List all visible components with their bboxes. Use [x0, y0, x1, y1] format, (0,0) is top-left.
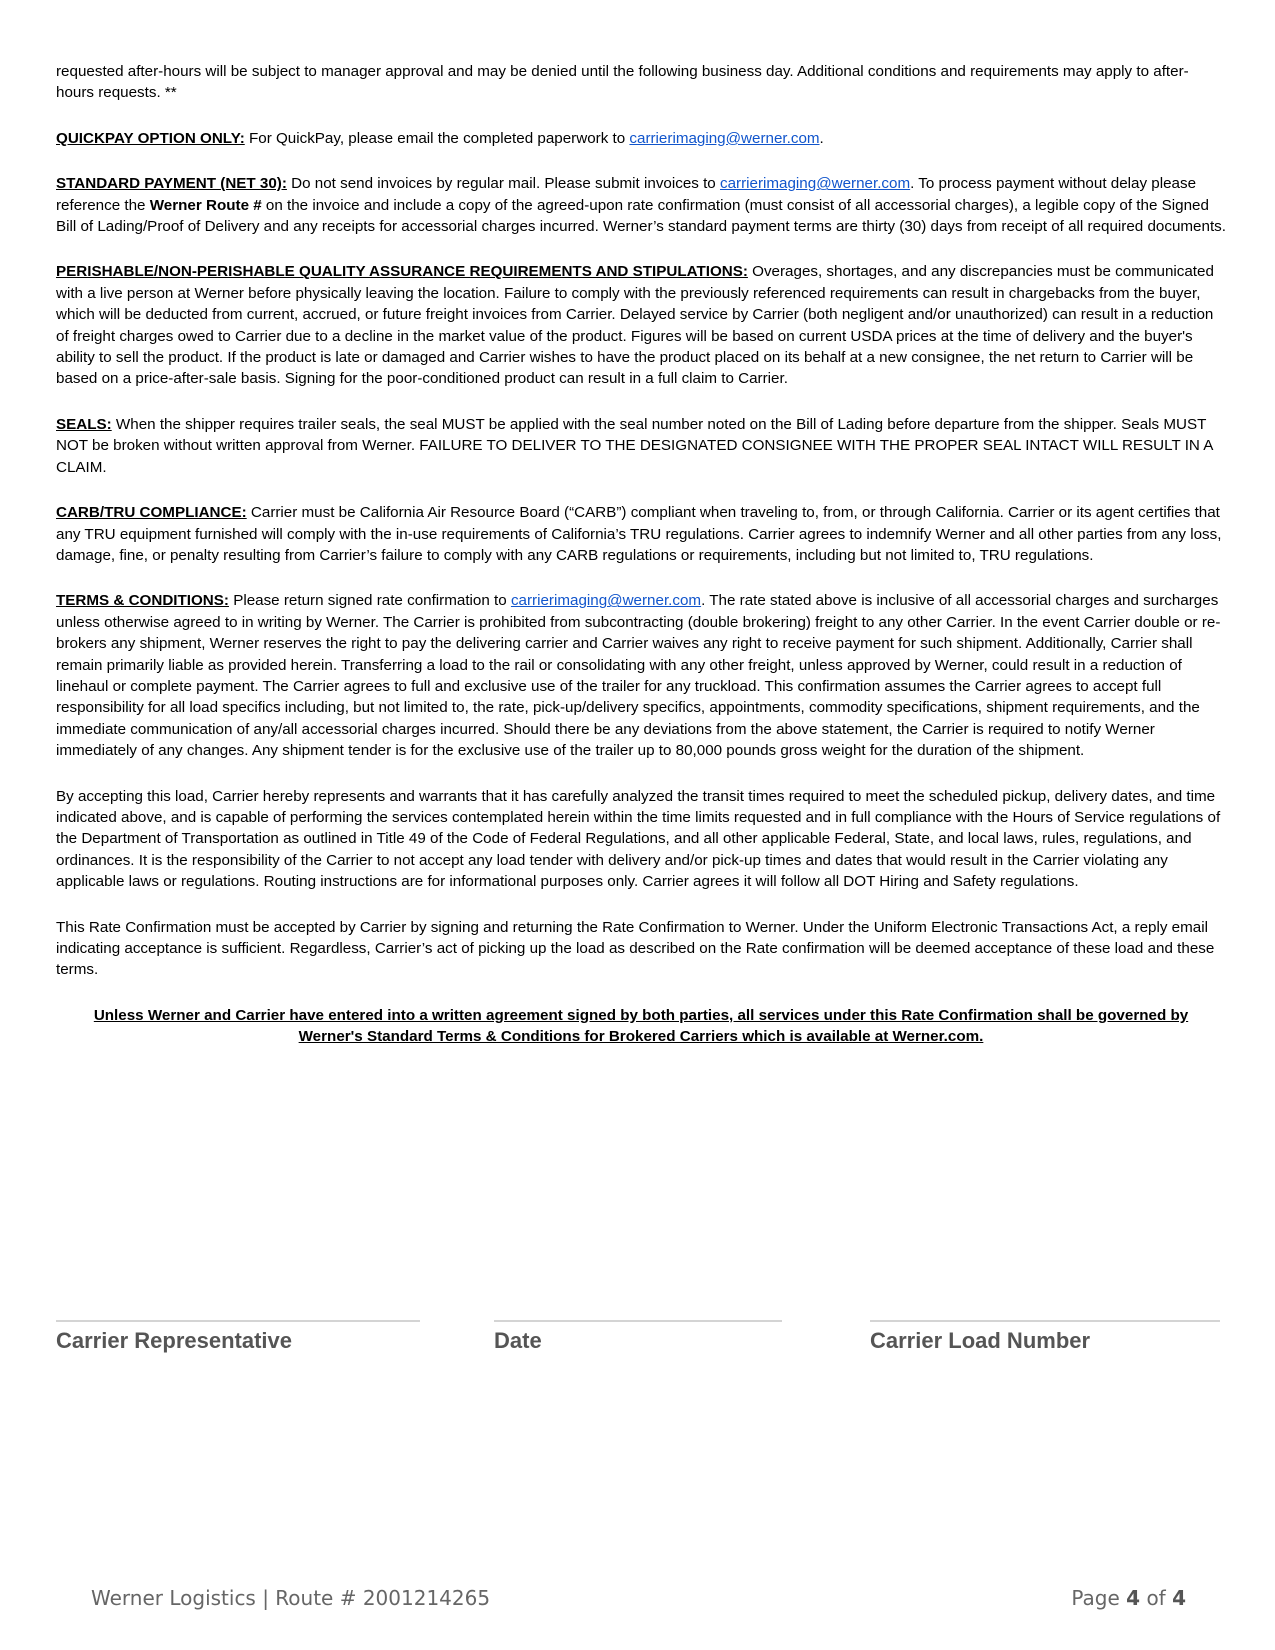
carrier-rep-label: Carrier Representative — [56, 1328, 293, 1353]
seals-heading: SEALS: — [56, 415, 112, 433]
page-total: 4 — [1172, 1586, 1186, 1610]
terms-text-2: . The rate stated above is inclusive of all accessorial charges and surcharges unless otherwise agreed to in writing by Werner. The Carrier is prohibited from subcontracting (double brokering) freight to any other Carrier. In the event Carrier double or re-brokers any shipment, Werner reserves the right to pay the delivering carrier and Carrier waives any right to receive payment for such shipment. Additionally, Carrier shall remain primarily liable as provided herein. Transferring a load to the rail or consolidating with any other freight, unless approved by Werner, could result in a reduction of linehaul or complete payment. The Carrier agrees to full and exclusive use of the trailer for any truckload. This confirmation assumes the Carrier agrees to accept full responsibility for all load specifics including, but not limited to, the rate, pick-up/delivery specifics, appointments, commodity specifications, shipment requirements, and the immediate communication of any/all accessorial charges incurred. Should there be any deviations from the above statement, the Carrier is required to notify Werner immediately of any changes. Any shipment tender is for the exclusive use of the trailer up to 80,000 pounds gross weight for the duration of the shipment. — [56, 592, 1221, 760]
quickpay-heading: QUICKPAY OPTION ONLY: — [56, 129, 245, 147]
terms-heading: TERMS & CONDITIONS: — [56, 592, 229, 610]
perishable-heading: PERISHABLE/NON-PERISHABLE QUALITY ASSURANCE REQUIREMENTS AND STIPULATIONS: — [56, 263, 748, 281]
signature-line — [870, 1320, 1220, 1322]
perishable-text: Overages, shortages, and any discrepancies must be communicated with a live person at Werner before physically leaving the location. Failure to comply with the previously referenced requirements can result in chargebacks from the buyer, which will be deducted from current, accrued, or future freight invoices from Carrier. Delayed service by Carrier (both negligent and/or unauthorized) can result in a reduction of freight charges owed to Carrier due to a decline in the market value of the product. Figures will be based on current USDA prices at the time of delivery and the buyer's ability to sell the product. If the product is late or damaged and Carrier wishes to have the product placed on its behalf at a new consignee, the net return to Carrier will be based on a price-after-sale basis. Signing for the poor-conditioned product can result in a full claim to Carrier. — [56, 263, 1214, 388]
footer-page-number — [1071, 1586, 1186, 1610]
terms-text-1: Please return signed rate confirmation to — [228, 592, 511, 610]
signature-line — [56, 1320, 420, 1322]
of-word: of — [1146, 1586, 1166, 1610]
seals-text: When the shipper requires trailer seals, the seal MUST be applied with the seal number noted on the Bill of Lading before departure from the shipper. Seals MUST NOT be broken without written approval from Werner. FAILURE TO DELIVER TO THE DESIGNATED CONSIGNEE WITH THE PROPER SEAL INTACT WILL RESULT IN A CLAIM. — [56, 415, 1213, 476]
carb-heading: CARB/TRU COMPLIANCE: — [56, 504, 247, 522]
governing-terms-notice: Unless Werner and Carrier have entered into a written agreement signed by both parties, all services under this Rate Confirmation shall be governed by Werner's Standard Terms & Conditions for Brokered Carriers which is available at Werner.com. — [93, 1006, 1189, 1046]
standard-payment-text-3: on the invoice and include a copy of the agreed-upon rate confirmation (must consist of all accessorial charges), a legible copy of the Signed Bill of Lading/Proof of Delivery and any receipts for accessorial charges incurred. Werner’s standard payment terms are thirty (30) days from receipt of all required documents. — [56, 196, 1226, 236]
carb-paragraph — [56, 502, 1226, 566]
after-hours-paragraph — [56, 61, 1226, 104]
signature-line — [494, 1320, 782, 1322]
page-word: Page — [1071, 1586, 1120, 1610]
rate-confirmation-text: This Rate Confirmation must be accepted by Carrier by signing and returning the Rate Confirmation to Werner. Under the Uniform Electronic Transactions Act, a reply email indicating acceptance is sufficient. Regardless, Carrier’s act of picking up the load as described on the Rate confirmation will be deemed acceptance of these load and these terms. — [56, 918, 1215, 979]
accepting-paragraph — [56, 786, 1226, 893]
page-current: 4 — [1126, 1586, 1141, 1610]
terms-email-link[interactable]: carrierimaging@werner.com — [510, 592, 702, 610]
after-hours-text: requested after-hours will be subject to manager approval and may be denied until the following business day. Additional conditions and requirements may apply to after-hours requests. ** — [56, 63, 1189, 102]
quickpay-end: . — [819, 129, 824, 147]
standard-payment-heading: STANDARD PAYMENT (NET 30): — [56, 175, 287, 193]
quickpay-email-link[interactable]: carrierimaging@werner.com — [629, 129, 820, 147]
terms-paragraph — [56, 590, 1226, 761]
footer-route: Werner Logistics | Route # 2001214265 — [91, 1586, 491, 1610]
signature-carrier-rep[interactable] — [56, 1320, 420, 1354]
carb-text: Carrier must be California Air Resource Board (“CARB”) compliant when traveling to, from, or through California. Carrier or its agent certifies that any TRU equipment furnished will comply with the in-use requirements of California’s TRU regulations. Carrier agrees to indemnify Werner and all other parties from any loss, damage, fine, or penalty resulting from Carrier’s failure to comply with any CARB regulations or requirements, including but not limited to, TRU regulations. — [56, 504, 1222, 564]
seals-paragraph — [56, 414, 1226, 478]
quickpay-paragraph — [56, 128, 1226, 149]
quickpay-text: For QuickPay, please email the completed paperwork to — [244, 129, 630, 147]
signature-date[interactable] — [494, 1320, 782, 1354]
load-number-label: Carrier Load Number — [870, 1328, 1091, 1353]
standard-payment-text-2: . To process payment without delay please reference the — [56, 175, 1197, 214]
signature-load-number[interactable] — [870, 1320, 1220, 1354]
standard-payment-paragraph — [56, 173, 1226, 237]
perishable-paragraph — [56, 261, 1226, 389]
rate-confirmation-paragraph — [56, 917, 1226, 981]
standard-payment-email-link[interactable]: carrierimaging@werner.com — [719, 175, 911, 193]
werner-route-label: Werner Route # — [149, 196, 262, 214]
document-body — [56, 61, 1226, 1048]
date-label: Date — [494, 1328, 542, 1353]
accepting-text: By accepting this load, Carrier hereby represents and warrants that it has carefully analyzed the transit times required to meet the scheduled pickup, delivery dates, and time indicated above, and is capable of performing the services contemplated herein within the time limits requested and in full compliance with the Hours of Service regulations of the Department of Transportation as outlined in Title 49 of the Code of Federal Regulations, and all other applicable Federal, State, and local laws, rules, regulations, and ordinances. It is the responsibility of the Carrier to not accept any load tender with delivery and/or pick-up times and dates that would result in the Carrier violating any applicable laws or regulations. Routing instructions are for informational purposes only. Carrier agrees it will follow all DOT Hiring and Safety regulations. — [56, 787, 1221, 891]
standard-payment-text-1: Do not send invoices by regular mail. Please submit invoices to — [286, 175, 720, 193]
